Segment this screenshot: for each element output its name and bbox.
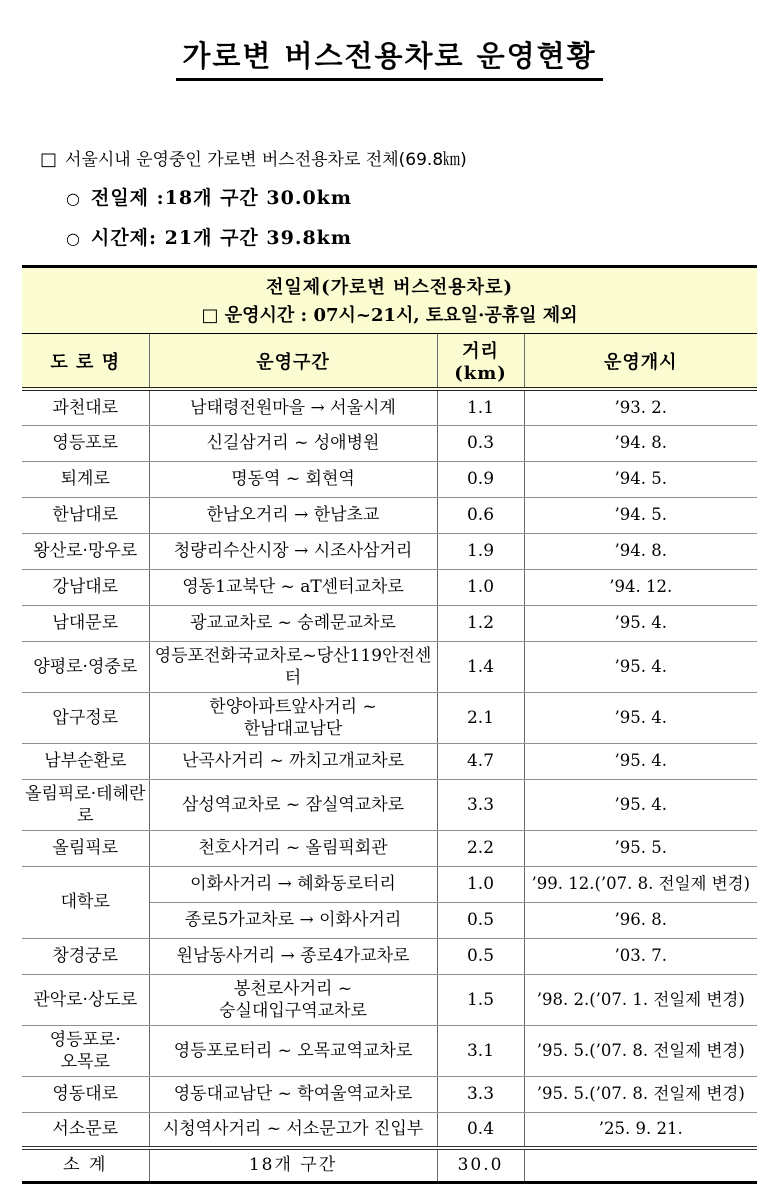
table-row xyxy=(22,1025,757,1076)
cell-section: 영등포전화국교차로~당산119안전센터 xyxy=(149,641,437,692)
cell-distance: 1.0 xyxy=(437,866,524,902)
table-section xyxy=(22,265,779,1184)
square-bullet-icon: □ xyxy=(40,149,58,170)
summary-item-full-day xyxy=(66,183,779,210)
cell-start: ’03. 7. xyxy=(524,938,757,974)
cell-start: ’95. 5.(’07. 8. 전일제 변경) xyxy=(524,1025,757,1076)
table-row xyxy=(22,1112,757,1148)
cell-section: 종로5가교차로 → 이화사거리 xyxy=(149,902,437,938)
cell-road: 양평로·영중로 xyxy=(22,641,149,692)
cell-start: ’94. 5. xyxy=(524,461,757,497)
cell-distance: 2.2 xyxy=(437,830,524,866)
cell-distance: 1.4 xyxy=(437,641,524,692)
cell-road: 압구정로 xyxy=(22,692,149,743)
cell-start: ’95. 4. xyxy=(524,605,757,641)
cell-distance: 0.9 xyxy=(437,461,524,497)
page-title: 가로변 버스전용차로 운영현황 xyxy=(176,34,602,81)
cell-start: ’99. 12.(’07. 8. 전일제 변경) xyxy=(524,866,757,902)
subtotal-row xyxy=(22,1148,757,1182)
table-row xyxy=(22,830,757,866)
table-row xyxy=(22,974,757,1025)
summary-item-time-limited xyxy=(66,223,779,250)
table-row xyxy=(22,497,757,533)
cell-section: 시청역사거리 ~ 서소문고가 진입부 xyxy=(149,1112,437,1148)
cell-start xyxy=(524,1148,757,1182)
cell-road: 소 계 xyxy=(22,1148,149,1182)
cell-road: 과천대로 xyxy=(22,389,149,425)
cell-distance: 2.1 xyxy=(437,692,524,743)
circle-bullet-icon: ○ xyxy=(66,229,81,248)
cell-start: ’94. 12. xyxy=(524,569,757,605)
cell-distance: 0.5 xyxy=(437,902,524,938)
column-header-road: 도 로 명 xyxy=(22,334,149,390)
cell-road: 창경궁로 xyxy=(22,938,149,974)
cell-road: 한남대로 xyxy=(22,497,149,533)
cell-start: ’25. 9. 21. xyxy=(524,1112,757,1148)
cell-start: ’94. 8. xyxy=(524,533,757,569)
table-row xyxy=(22,779,757,830)
cell-section: 남태령전원마을 → 서울시계 xyxy=(149,389,437,425)
cell-section: 광교교차로 ~ 숭례문교차로 xyxy=(149,605,437,641)
cell-section: 18개 구간 xyxy=(149,1148,437,1182)
table-row xyxy=(22,425,757,461)
cell-distance: 1.5 xyxy=(437,974,524,1025)
column-header-start: 운영개시 xyxy=(524,334,757,390)
cell-road: 서소문로 xyxy=(22,1112,149,1148)
cell-road: 올림픽로·테헤란로 xyxy=(22,779,149,830)
cell-distance: 1.1 xyxy=(437,389,524,425)
cell-road: 영동대로 xyxy=(22,1076,149,1112)
cell-road: 대학로 xyxy=(22,866,149,938)
table-row xyxy=(22,461,757,497)
cell-distance: 4.7 xyxy=(437,743,524,779)
table-row xyxy=(22,743,757,779)
summary-heading xyxy=(40,145,779,170)
table-row xyxy=(22,866,757,902)
cell-section: 삼성역교차로 ~ 잠실역교차로 xyxy=(149,779,437,830)
cell-start: ’95. 4. xyxy=(524,641,757,692)
cell-road: 올림픽로 xyxy=(22,830,149,866)
cell-start: ’98. 2.(’07. 1. 전일제 변경) xyxy=(524,974,757,1025)
circle-bullet-icon: ○ xyxy=(66,189,81,208)
cell-distance: 3.1 xyxy=(437,1025,524,1076)
cell-start: ’95. 5. xyxy=(524,830,757,866)
title-section xyxy=(0,0,779,81)
cell-section: 천호사거리 ~ 올림픽회관 xyxy=(149,830,437,866)
cell-section: 영동1교북단 ~ aT센터교차로 xyxy=(149,569,437,605)
cell-distance: 1.2 xyxy=(437,605,524,641)
cell-distance: 1.0 xyxy=(437,569,524,605)
cell-road: 남부순환로 xyxy=(22,743,149,779)
cell-road: 왕산로·망우로 xyxy=(22,533,149,569)
cell-section: 청량리수산시장 → 시조사삼거리 xyxy=(149,533,437,569)
cell-section: 이화사거리 → 혜화동로터리 xyxy=(149,866,437,902)
cell-section: 신길삼거리 ~ 성애병원 xyxy=(149,425,437,461)
cell-road: 퇴계로 xyxy=(22,461,149,497)
table-header-row xyxy=(22,334,757,390)
cell-section: 한남오거리 → 한남초교 xyxy=(149,497,437,533)
cell-start: ’96. 8. xyxy=(524,902,757,938)
table-band-cell xyxy=(22,267,757,334)
cell-start: ’94. 8. xyxy=(524,425,757,461)
cell-distance: 3.3 xyxy=(437,1076,524,1112)
cell-road: 영등포로 xyxy=(22,425,149,461)
cell-section: 한양아파트앞사거리 ~ 한남대교남단 xyxy=(149,692,437,743)
cell-distance: 1.9 xyxy=(437,533,524,569)
cell-distance: 0.3 xyxy=(437,425,524,461)
column-header-section: 운영구간 xyxy=(149,334,437,390)
cell-start: ’95. 5.(’07. 8. 전일제 변경) xyxy=(524,1076,757,1112)
cell-start: ’95. 4. xyxy=(524,692,757,743)
cell-section: 영동대교남단 ~ 학여울역교차로 xyxy=(149,1076,437,1112)
cell-distance: 3.3 xyxy=(437,779,524,830)
column-header-distance: 거리(km) xyxy=(437,334,524,390)
summary-heading-text: 서울시내 운영중인 가로변 버스전용차로 전체(69.8㎞) xyxy=(65,150,467,170)
cell-distance: 0.5 xyxy=(437,938,524,974)
cell-section: 원남동사거리 → 종로4가교차로 xyxy=(149,938,437,974)
cell-distance: 30.0 xyxy=(437,1148,524,1182)
summary-item-text: 전일제 :18개 구간 30.0km xyxy=(90,187,352,209)
table-band-row xyxy=(22,267,757,334)
cell-section: 난곡사거리 ~ 까치고개교차로 xyxy=(149,743,437,779)
table-row xyxy=(22,692,757,743)
cell-road: 남대문로 xyxy=(22,605,149,641)
table-row xyxy=(22,1076,757,1112)
cell-section: 영등포로터리 ~ 오목교역교차로 xyxy=(149,1025,437,1076)
cell-start: ’93. 2. xyxy=(524,389,757,425)
table-band-title: 전일제(가로변 버스전용차로) xyxy=(266,277,513,298)
cell-start: ’95. 4. xyxy=(524,743,757,779)
table-body xyxy=(22,389,757,1182)
table-row xyxy=(22,605,757,641)
table-row xyxy=(22,938,757,974)
cell-road: 영등포로· 오목로 xyxy=(22,1025,149,1076)
cell-distance: 0.4 xyxy=(437,1112,524,1148)
cell-start: ’95. 4. xyxy=(524,779,757,830)
cell-section: 명동역 ~ 회현역 xyxy=(149,461,437,497)
cell-start: ’94. 5. xyxy=(524,497,757,533)
bus-lane-table xyxy=(22,265,757,1184)
cell-section: 봉천로사거리 ~ 숭실대입구역교차로 xyxy=(149,974,437,1025)
table-row xyxy=(22,389,757,425)
cell-road: 강남대로 xyxy=(22,569,149,605)
table-row xyxy=(22,569,757,605)
cell-distance: 0.6 xyxy=(437,497,524,533)
summary-item-text: 시간제: 21개 구간 39.8km xyxy=(90,227,352,249)
table-row xyxy=(22,533,757,569)
cell-road: 관악로·상도로 xyxy=(22,974,149,1025)
table-band-subtitle: □ 운영시간 : 07시~21시, 토요일·공휴일 제외 xyxy=(201,305,578,326)
table-row xyxy=(22,641,757,692)
summary-section xyxy=(40,145,779,250)
